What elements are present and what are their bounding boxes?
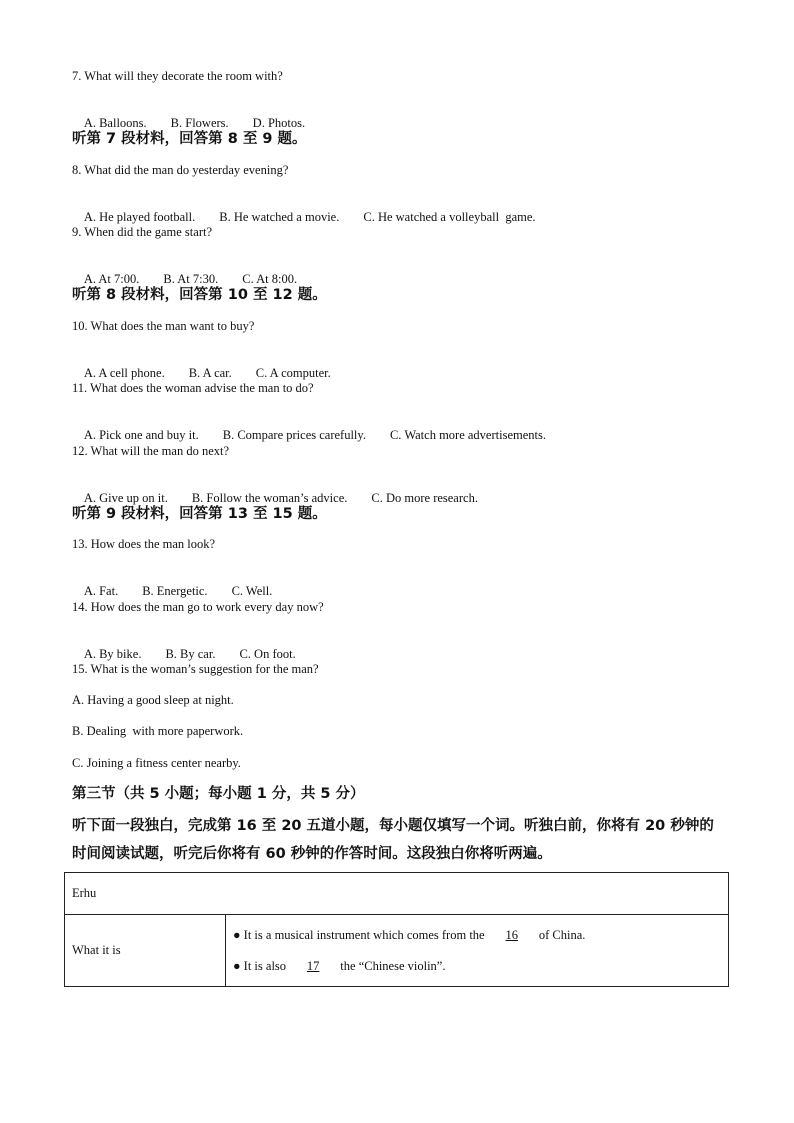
option-b: B. By car.: [165, 647, 216, 661]
option-b: B. Energetic.: [142, 584, 208, 598]
question-12: 12. What will the man do next?: [72, 444, 230, 458]
option-c: C. At 8:00.: [242, 272, 298, 286]
option-b: B. Compare prices carefully.: [222, 428, 366, 442]
option-a: A. At 7:00.: [83, 272, 140, 286]
option-a: A. Pick one and buy it.: [83, 428, 199, 442]
option-c: C. He watched a volleyball game.: [363, 210, 536, 224]
option-a: A. Balloons.: [83, 116, 147, 130]
option-b: B. Flowers.: [170, 116, 229, 130]
option-c: C. On foot.: [239, 647, 296, 661]
question-11: 11. What does the woman advise the man to do?: [72, 381, 314, 395]
row-label-cell: What it is: [65, 915, 226, 987]
bullet-text: ● It is a musical instrument which comes from the: [233, 927, 488, 942]
option-b: B. At 7:30.: [163, 272, 219, 286]
option-c: C. Do more research.: [371, 491, 478, 505]
question-8: 8. What did the man do yesterday evening?: [72, 163, 289, 177]
section-heading-passage-8: 听第 8 段材料，回答第 10 至 12 题。: [72, 287, 327, 303]
option-b: B. A car.: [188, 366, 232, 380]
option-a: A. A cell phone.: [83, 366, 165, 380]
question-15: 15. What is the woman’s suggestion for the man?: [72, 662, 319, 676]
section-3-title: 第三节（共 5 小题；每小题 1 分，共 5 分）: [72, 786, 365, 802]
bullet-item-16: [233, 920, 721, 951]
option-b: B. He watched a movie.: [219, 210, 340, 224]
bullet-text: of China.: [535, 927, 586, 942]
bullet-cell: [226, 915, 729, 987]
bullet-text: ● It is also: [233, 958, 290, 973]
option-b: B. Follow the woman’s advice.: [191, 491, 348, 505]
section-heading-passage-9: 听第 9 段材料，回答第 13 至 15 题。: [72, 506, 327, 522]
question-9: 9. When did the game start?: [72, 225, 213, 239]
table-row: [65, 873, 729, 915]
option-a: A. Give up on it.: [83, 491, 168, 505]
section-heading-passage-7: 听第 7 段材料，回答第 8 至 9 题。: [72, 131, 307, 147]
answer-blank-17: 17: [306, 958, 320, 973]
question-7: 7. What will they decorate the room with?: [72, 69, 283, 83]
option-c: C. Well.: [231, 584, 273, 598]
erhu-table: [64, 872, 729, 987]
bullet-item-17: [233, 951, 721, 982]
question-14: 14. How does the man go to work every day now?: [72, 600, 324, 614]
table-row: [65, 915, 729, 987]
option-a: A. He played football.: [83, 210, 196, 224]
option-b: B. Dealing with more paperwork.: [72, 724, 244, 738]
option-a: A. Fat.: [83, 584, 119, 598]
option-a: A. By bike.: [83, 647, 142, 661]
option-c: C. Joining a fitness center nearby.: [72, 756, 241, 770]
option-c: C. Watch more advertisements.: [389, 428, 546, 442]
section-3-instructions: 听下面一段独白，完成第 16 至 20 五道小题，每小题仅填写一个词。听独白前，你将有 20 秒钟的时间阅读试题，听完后你将有 60 秒钟的作答时间。这段独白你将听两遍。: [72, 818, 714, 862]
option-c: C. A computer.: [255, 366, 331, 380]
option-a: A. Having a good sleep at night.: [72, 693, 234, 707]
question-10: 10. What does the man want to buy?: [72, 319, 255, 333]
bullet-text: the “Chinese violin”.: [337, 958, 446, 973]
question-13: 13. How does the man look?: [72, 537, 216, 551]
option-d: D. Photos.: [252, 116, 306, 130]
table-title-cell: Erhu: [65, 873, 729, 915]
answer-blank-16: 16: [505, 927, 518, 942]
